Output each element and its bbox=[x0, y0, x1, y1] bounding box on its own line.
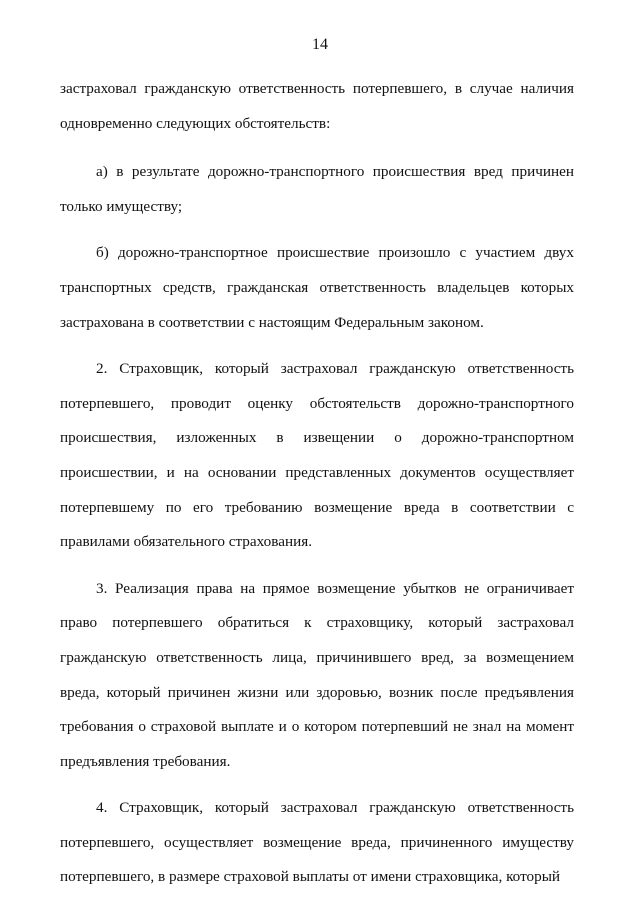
paragraph-clause-2: 2. Страховщик, который застраховал гражданскую ответственность потерпевшего, проводит оценку обстоятельств дорожно-транспортного происшествия, изложенных в извещении о дорожно-транспортном происшествии, и на основании представленных документов осуществляет потерпевшему по его требованию возмещение вреда в соответствии с правилами обязательного страхования. bbox=[60, 360, 574, 551]
page-number: 14 bbox=[312, 36, 328, 53]
paragraph-item-a: а) в результате дорожно-транспортного происшествия вред причинен только имуществу; bbox=[60, 163, 574, 215]
document-body bbox=[60, 72, 574, 895]
paragraph-clause-4: 4. Страховщик, который застраховал гражданскую ответственность потерпевшего, осуществляет возмещение вреда, причиненного имуществу потерпевшего, в размере страховой выплаты от имени страховщика, который bbox=[60, 799, 574, 886]
paragraph-item-b: б) дорожно-транспортное происшествие произошло с участием двух транспортных средств, гражданская ответственность владельцев которых застрахована в соответствии с настоящим Федеральным законом. bbox=[60, 244, 574, 331]
paragraph-clause-3: 3. Реализация права на прямое возмещение убытков не ограничивает право потерпевшего обратиться к страховщику, который застраховал гражданскую ответственность лица, причинившего вред, за возмещением вреда, который причинен жизни или здоровью, возник после предъявления требования о страховой выплате и о котором потерпевший не знал на момент предъявления требования. bbox=[60, 579, 574, 770]
paragraph-continuation: застраховал гражданскую ответственность потерпевшего, в случае наличия одновременно следующих обстоятельств: bbox=[60, 80, 574, 132]
